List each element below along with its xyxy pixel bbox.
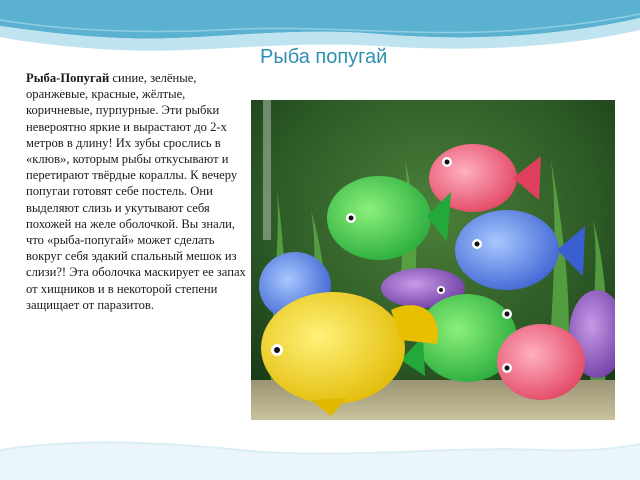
description-text (26, 70, 251, 313)
parrot-fish-aquarium-photo (251, 100, 615, 420)
slide-title: Рыба попугай (260, 46, 388, 68)
description-body: синие, зелёные, оранжевые, красные, жёлтые, коричневые, пурпурные. Эти рыбки невероятно яркие и вырастают до 2-х метров в длину! Их зубы срослись в «клюв», которым рыбы откусывают и перетирают твёрдые кораллы. К вечеру попугаи готовят себе постель. Они выделяют слизь и укутывают себя похожей на желе оболочкой. Вы знали, что «рыба-попугай» может сделать вокруг себя эдакий спальный мешок из слизи?! Эта оболочка маскирует ее запах от хищников и в некоторой степени защищает от паразитов. (26, 71, 246, 312)
description-bold-term: Рыба-Попугай (26, 71, 110, 85)
bottom-wave-decoration (0, 420, 640, 480)
